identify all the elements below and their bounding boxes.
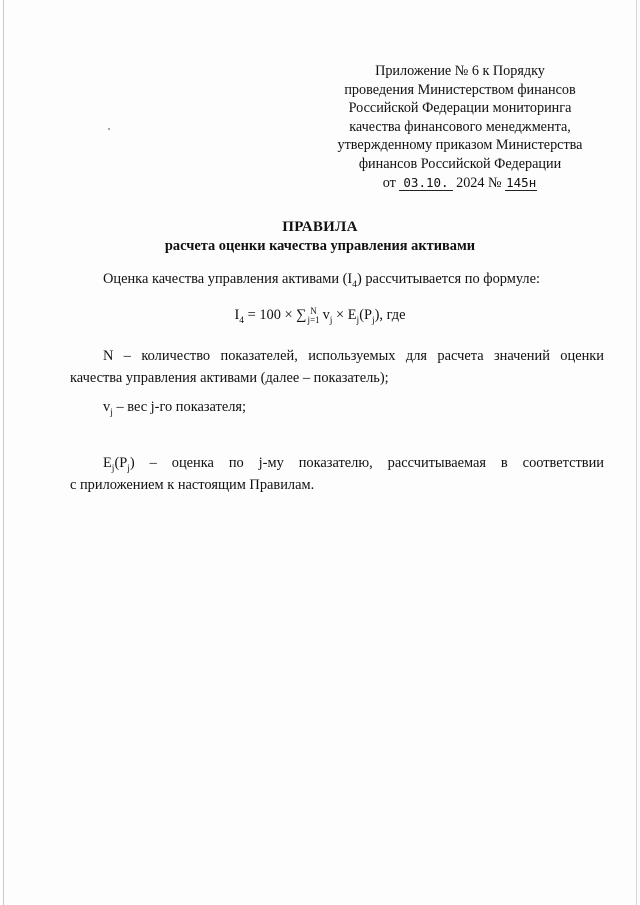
sum-sign: ∑	[296, 307, 307, 323]
formula-eq: = 100 ×	[244, 307, 297, 323]
intro-text-before: Оценка качества управления активами (I	[103, 271, 353, 287]
formula-arg-close: ), где	[374, 307, 406, 323]
paragraph-intro	[70, 268, 604, 290]
formula-v-sub: j	[329, 315, 333, 326]
heading-title: ПРАВИЛА	[282, 219, 358, 235]
appendix-line-4: качества финансового менеджмента,	[349, 118, 571, 135]
order-number: 145н	[506, 174, 537, 190]
formula-lhs-sub: 4	[239, 315, 245, 326]
sum-lower: j=1	[307, 314, 320, 325]
e-definition-text: ) – оценка по j-му показателю, рассчитываемая в соответствии	[129, 455, 604, 471]
v-definition-text: – вес j-го показателя;	[112, 399, 247, 415]
formula-v: v	[322, 307, 330, 323]
number-prefix: №	[488, 174, 502, 191]
appendix-line-1: Приложение № 6 к Порядку	[375, 63, 545, 79]
v-subscript: j	[110, 407, 113, 418]
date-value: 03.10.	[399, 176, 452, 191]
intro-text-after: ) рассчитывается по формуле:	[356, 271, 540, 287]
e-symbol: E	[103, 455, 112, 471]
intro-subscript: 4	[352, 279, 357, 290]
e-arg-subscript: j	[127, 463, 130, 474]
scan-speck	[108, 128, 110, 130]
formula-arg-sub: j	[371, 315, 375, 326]
appendix-line-3: Российской Федерации мониторинга	[348, 100, 572, 117]
document-heading	[0, 217, 640, 255]
page-edge-right	[636, 0, 637, 905]
v-symbol: v	[103, 399, 111, 415]
formula	[0, 305, 640, 325]
e-subscript: j	[111, 463, 115, 474]
formula-e-sub: j	[356, 315, 360, 326]
paragraph-e-definition	[70, 452, 604, 474]
paragraph-e-definition-continued: с приложением к настоящим Правилам.	[70, 477, 315, 493]
date-prefix: от	[382, 174, 396, 191]
appendix-line-6: финансов Российской Федерации	[358, 155, 562, 172]
formula-lhs: I	[234, 307, 240, 323]
paragraph-v-definition	[70, 396, 604, 418]
heading-subtitle: расчета оценки качества управления активами	[164, 238, 476, 254]
appendix-block	[325, 62, 595, 192]
formula-arg-open: (P	[359, 307, 372, 323]
appendix-date-line	[325, 174, 595, 193]
formula-times-e: × E	[332, 307, 357, 323]
sum-upper: N	[310, 305, 317, 316]
sum-limits	[308, 307, 320, 325]
formula-sum	[296, 305, 322, 325]
appendix-line-2: проведения Министерством финансов	[344, 81, 576, 98]
page-edge-left	[3, 0, 4, 905]
e-arg-open: (P	[114, 455, 128, 471]
appendix-line-5: утвержденному приказом Министерства	[337, 137, 583, 154]
year-value: 2024	[456, 174, 485, 191]
paragraph-n-definition: N – количество показателей, используемых для расчета значений оценки качества управления активами (далее – показатель);	[70, 348, 604, 386]
